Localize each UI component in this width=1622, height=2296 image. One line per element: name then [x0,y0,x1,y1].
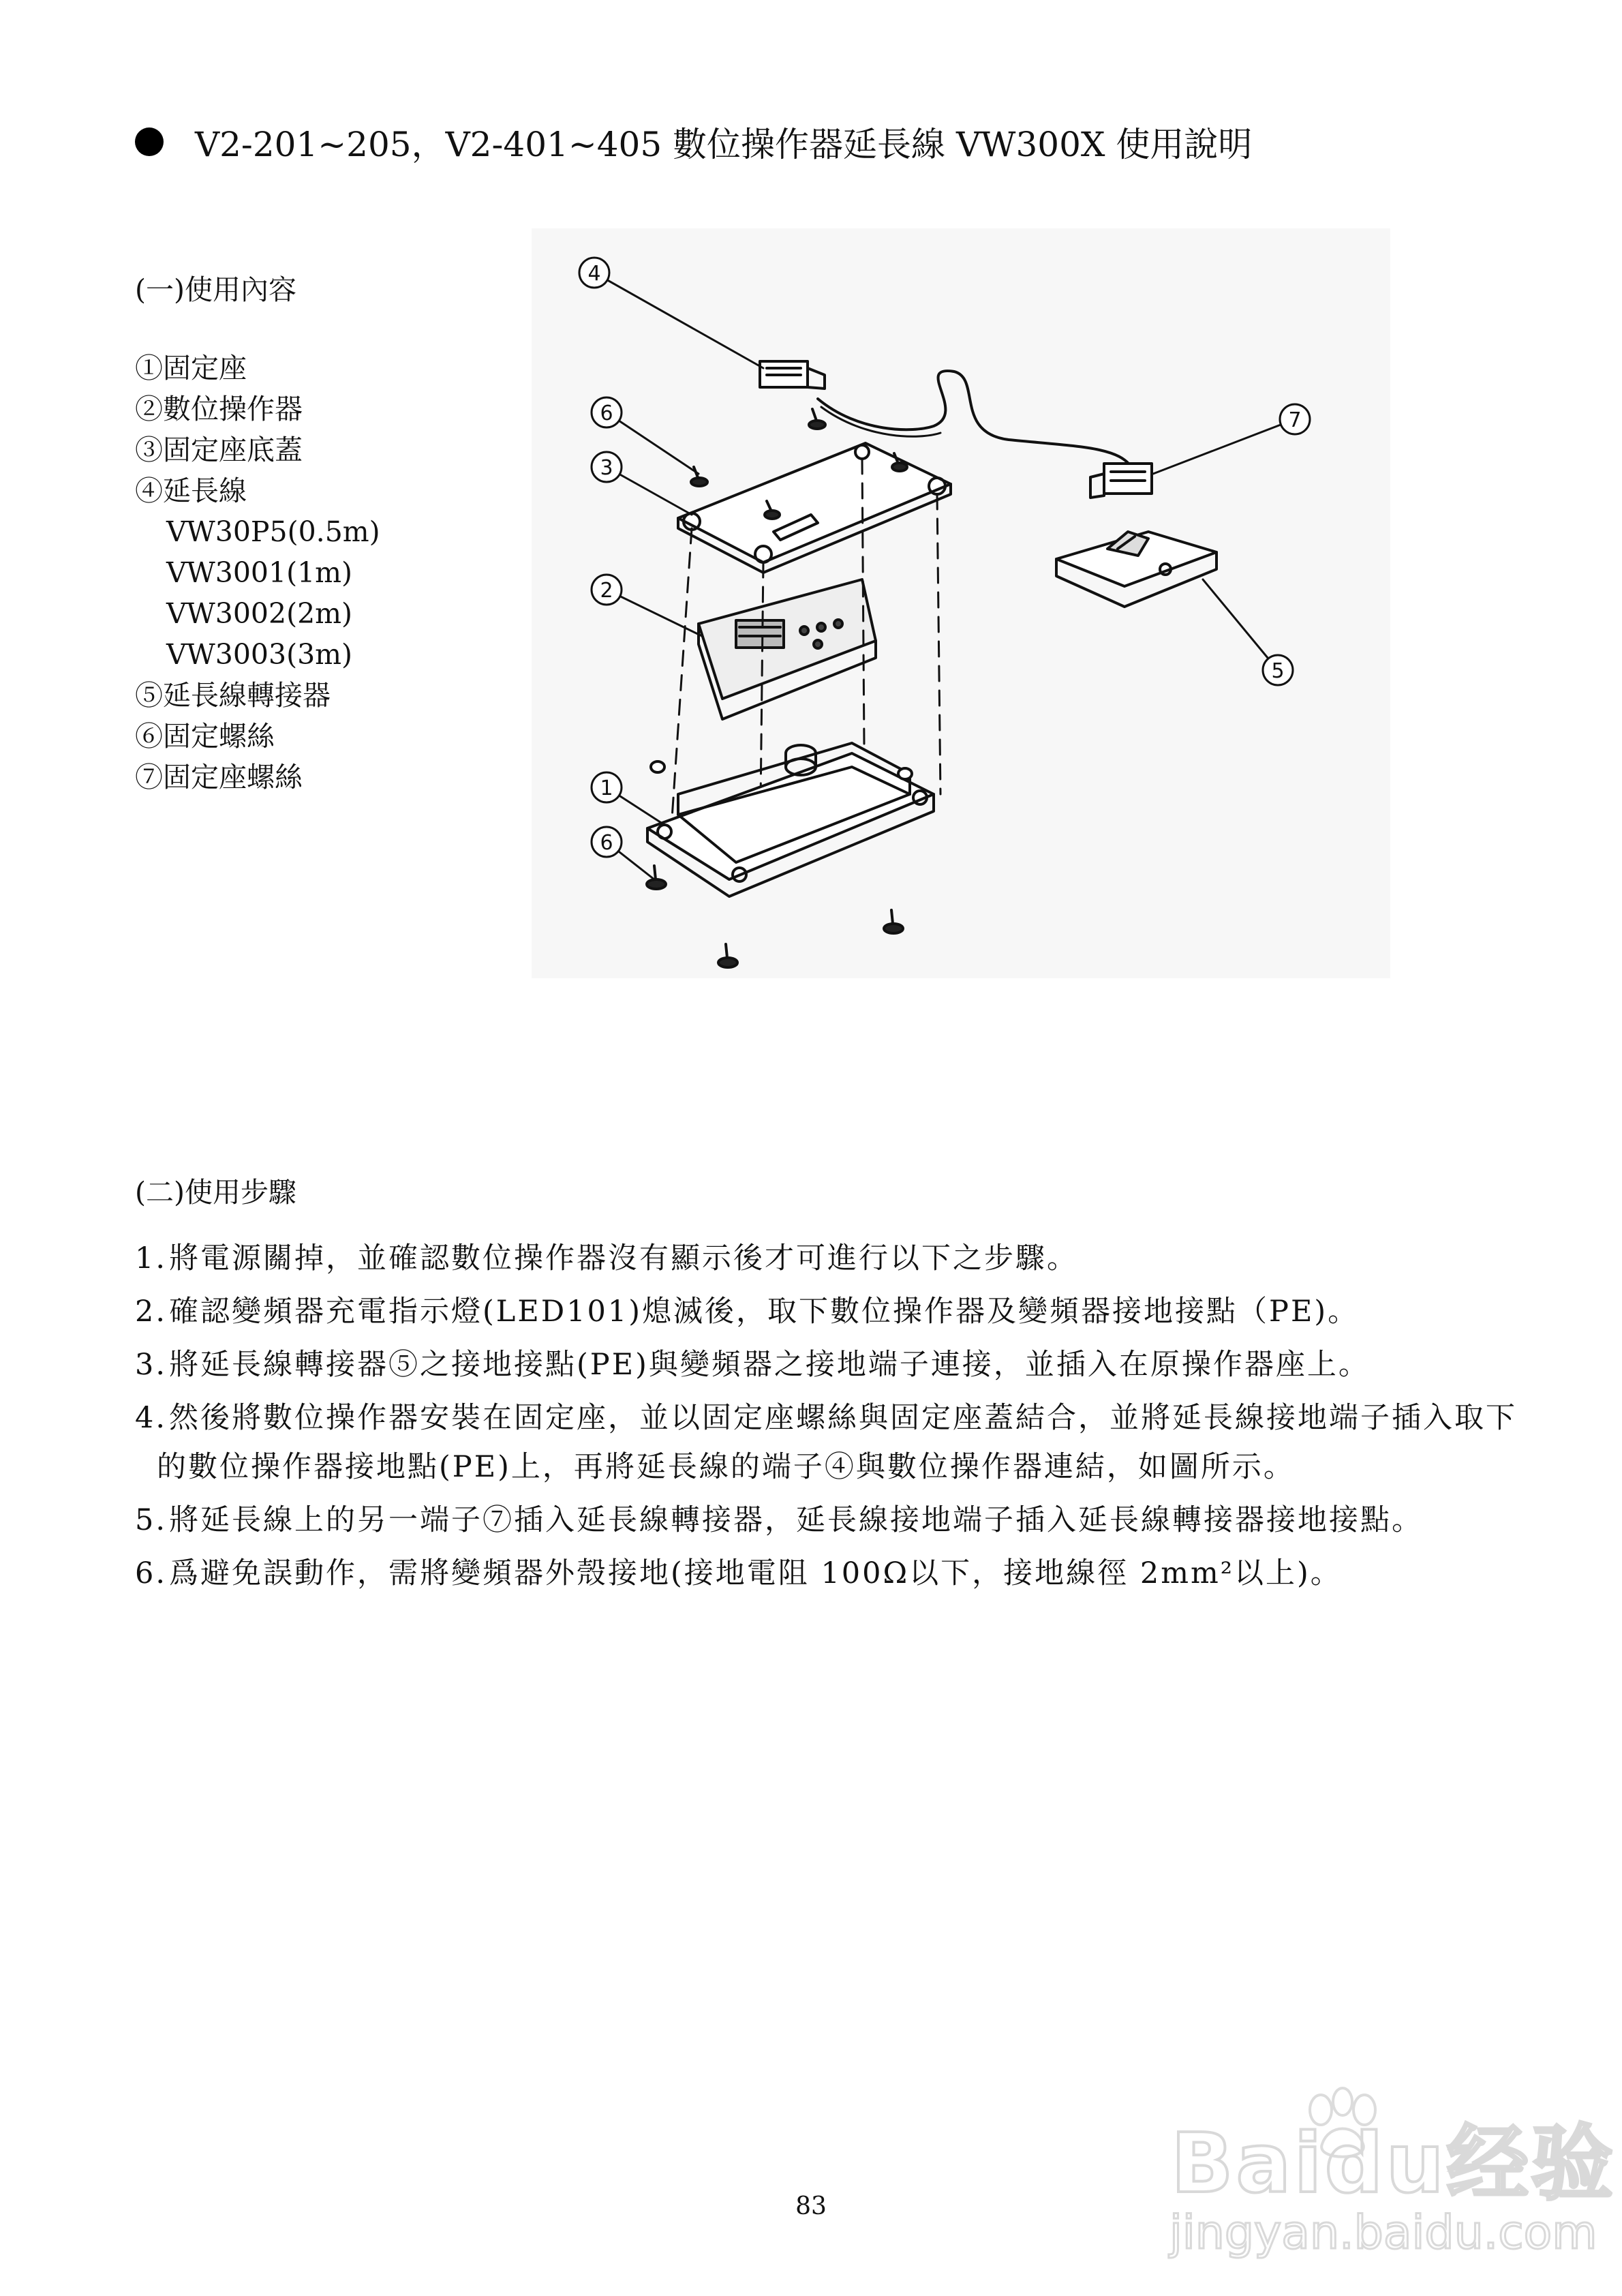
callout-2: 2 [600,579,613,603]
callout-7: 7 [1288,408,1302,432]
assembly-diagram [532,228,1390,978]
part-item: ③固定座底蓋 [135,434,303,466]
watermark-brand: Baidu经验 [1171,2117,1616,2211]
step-item [135,1496,1518,1545]
document-title [135,117,1252,166]
watermark-url: jingyan.baidu.com [1169,2206,1597,2260]
section1-heading: (一)使用內容 [135,273,296,306]
part-item: ⑤延長線轉接器 [135,679,331,712]
part-item: ①固定座 [135,352,247,384]
step-item [135,1340,1518,1389]
steps-list [135,1234,1518,1602]
step-text: 確認變頻器充電指示燈(LED101)熄滅後，取下數位操作器及變頻器接地接點（PE)。 [169,1295,1360,1329]
callout-1: 1 [600,776,613,800]
part-subitem: VW30P5(0.5m) [166,515,380,548]
step-item [135,1549,1518,1598]
step-item [135,1234,1518,1283]
title-text: V2-201~205，V2-401~405 數位操作器延長線 VW300X 使用說明 [195,125,1253,164]
section2-heading: (二)使用步驟 [135,1176,296,1209]
bullet-icon [135,127,164,156]
step-text: 然後將數位操作器安裝在固定座，並以固定座螺絲與固定座蓋結合，並將延長線接地端子插入取下的數位操作器接地點(PE)上，再將延長線的端子④與數位操作器連結，如圖所示。 [157,1401,1517,1484]
step-item [135,1287,1518,1336]
part-item: ②數位操作器 [135,393,303,425]
step-number: 5. [135,1503,168,1537]
step-number: 3. [135,1348,168,1382]
page-number: 83 [795,2192,827,2220]
callout-6-top: 6 [600,402,613,425]
callout-3: 3 [600,456,613,480]
callout-6: 6 [600,831,613,855]
step-text: 將延長線轉接器⑤之接地接點(PE)與變頻器之接地端子連接，並插入在原操作器座上。 [169,1348,1370,1382]
callout-5: 5 [1271,659,1285,683]
part-subitem: VW3002(2m) [166,597,353,630]
step-number: 6. [135,1556,168,1590]
parts-list [135,348,380,798]
step-number: 1. [135,1241,168,1275]
step-text: 將延長線上的另一端子⑦插入延長線轉接器，延長線接地端子插入延長線轉接器接地接點。 [169,1503,1423,1537]
part-subitem: VW3001(1m) [166,556,353,589]
part-subitem: VW3003(3m) [166,638,353,671]
step-number: 2. [135,1295,168,1329]
part-item: ④延長線 [135,474,247,507]
step-text: 爲避免誤動作，需將變頻器外殼接地(接地電阻 100Ω以下，接地線徑 2mm²以上)。 [169,1556,1342,1590]
part-item: ⑦固定座螺絲 [135,761,303,794]
step-number: 4. [135,1401,168,1435]
step-text: 將電源關掉，並確認數位操作器沒有顯示後才可進行以下之步驟。 [169,1241,1078,1275]
part-item: ⑥固定螺絲 [135,720,275,753]
step-item [135,1393,1518,1492]
callout-4: 4 [587,262,601,286]
